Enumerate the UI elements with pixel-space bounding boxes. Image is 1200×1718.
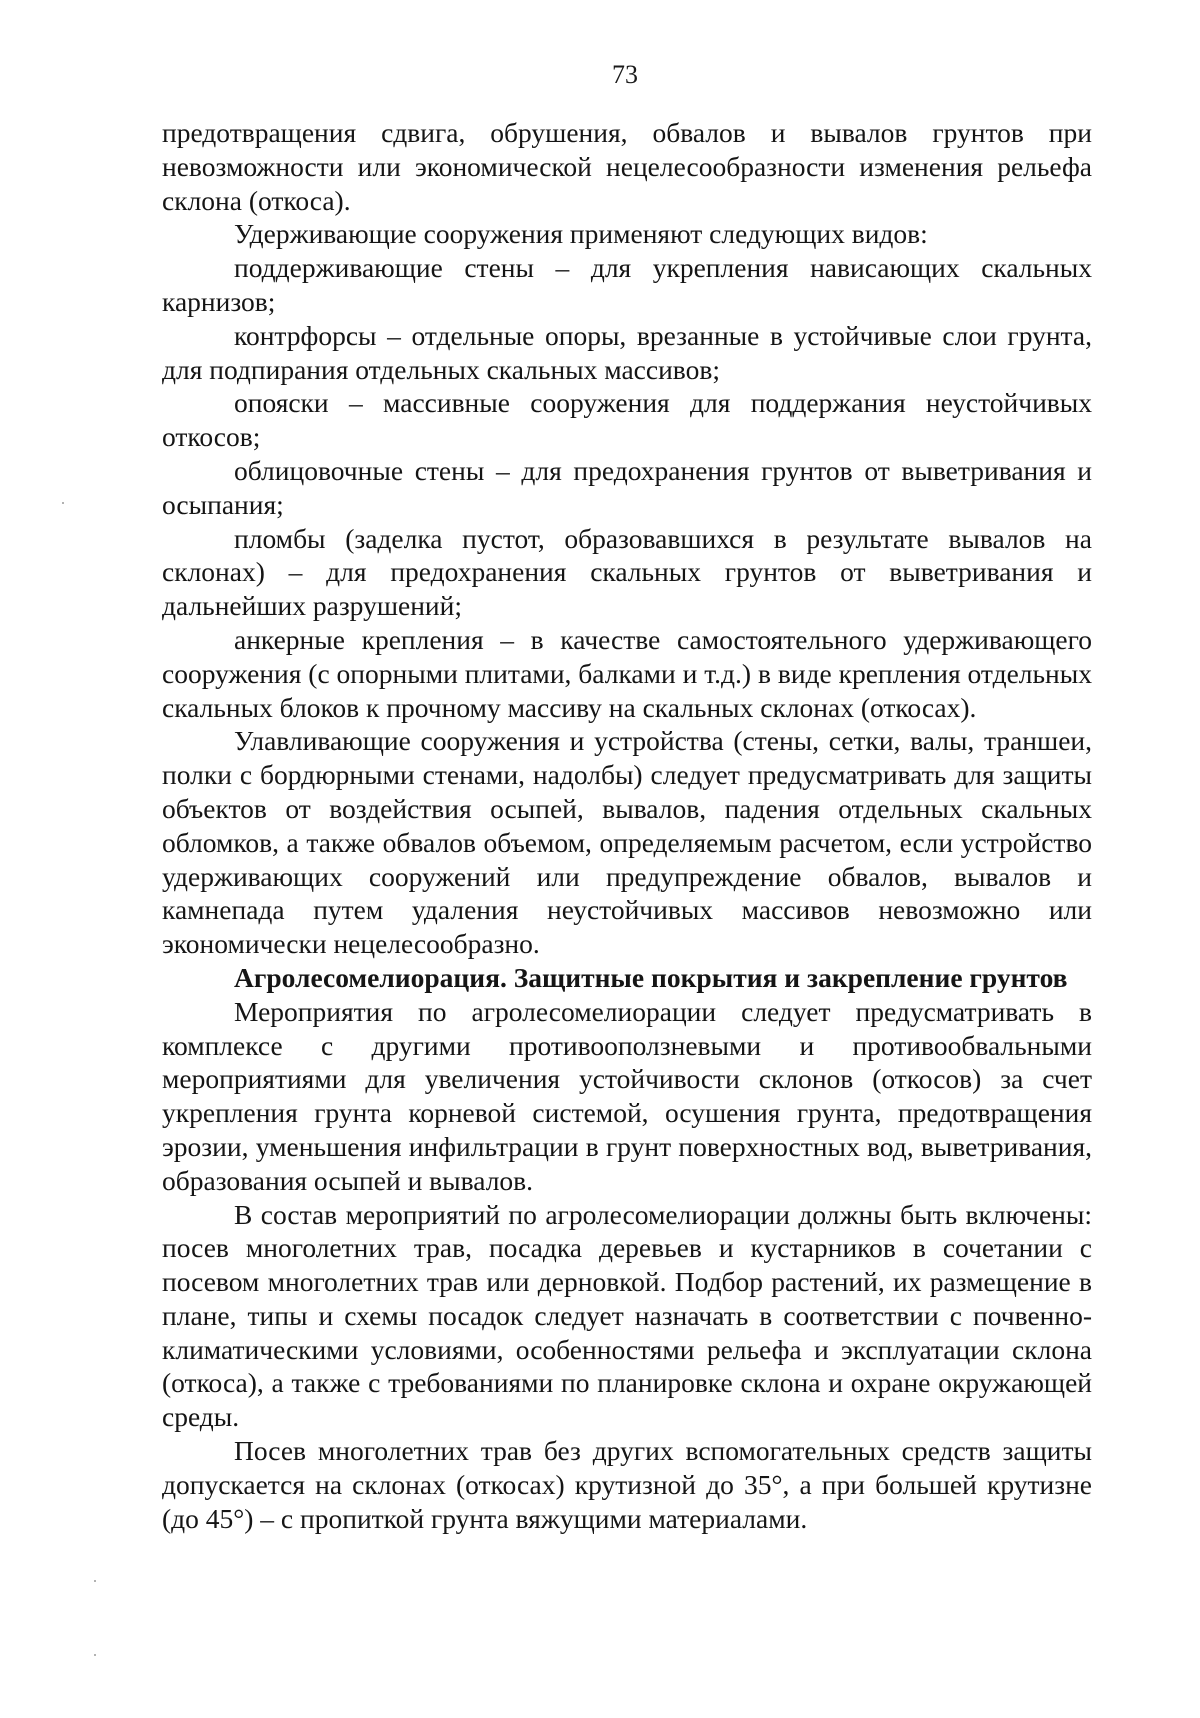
body-text — [162, 116, 1092, 1535]
list-item-facing-walls: облицовочные стены – для предохранения грунтов от выветривания и осыпания; — [162, 454, 1092, 520]
list-item-seals: пломбы (заделка пустот, образовавшихся в результате вывалов на склонах) – для предохранения скальных грунтов от выветривания и дальнейших разрушений; — [162, 522, 1092, 622]
paragraph-grass-sowing: Посев многолетних трав без других вспомогательных средств защиты допускается на склонах (откосах) крутизной до 35°, а при большей крутизне (до 45°) – с пропиткой грунта вяжущими материалами. — [162, 1435, 1092, 1534]
scan-speck — [94, 1580, 96, 1582]
paragraph-continuation: предотвращения сдвига, обрушения, обвалов и вывалов грунтов при невозможности или экономической нецелесообразности изменения рельефа склона (откоса). — [162, 117, 1092, 216]
paragraph-agro-composition: В состав мероприятий по агролесомелиорации должны быть включены: посев многолетних трав, посадка деревьев и кустарников в сочетании с посевом многолетних трав или дерновкой. Подбор растений, их размещение в плане, типы и схемы посадок следует назначать в соответствии с почвенно-климатическими условиями, особенностями рельефа и эксплуатации склона (откоса), а также с требованиями по планировке склона и охране окружающей среды. — [162, 1198, 1092, 1433]
scan-speck — [94, 1654, 96, 1656]
list-item-buttresses: контрфорсы – отдельные опоры, врезанные в устойчивые слои грунта, для подпирания отдельных скальных массивов; — [162, 319, 1092, 385]
scan-speck — [62, 502, 64, 504]
section-heading: Агролесомелиорация. Защитные покрытия и закрепление грунтов — [234, 961, 1068, 993]
list-item-anchors: анкерные крепления – в качестве самостоятельного удерживающего сооружения (с опорными плитами, балками и т.д.) в виде крепления отдельных скальных блоков к прочному массиву на скальных склонах (откосах). — [162, 623, 1092, 723]
paragraph-retaining-intro: Удерживающие сооружения применяют следующих видов: — [234, 218, 928, 250]
list-item-girdles: опояски – массивные сооружения для поддержания неустойчивых откосов; — [162, 387, 1092, 453]
page-number: 73 — [612, 60, 638, 89]
list-item-support-walls: поддерживающие стены – для укрепления нависающих скальных карнизов; — [162, 252, 1092, 317]
paragraph-catching-structures: Улавливающие сооружения и устройства (стены, сетки, валы, траншеи, полки с бордюрными стенами, надолбы) следует предусматривать для защиты объектов от воздействия осыпей, вывалов, падения отдельных скальных обломков, а также обвалов объемом, определяемым расчетом, если устройство удерживающих сооружений или предупреждение обвалов, вывалов и камнепада путем удаления неустойчивых массивов невозможно или экономически нецелесообразно. — [162, 725, 1092, 960]
paragraph-agro-measures: Мероприятия по агролесомелиорации следует предусматривать в комплексе с другими противооползневыми и противообвальными мероприятиями для увеличения устойчивости склонов (откосов) за счет укрепления грунта корневой системой, осушения грунта, предотвращения эрозии, уменьшения инфильтрации в грунт поверхностных вод, выветривания, образования осыпей и вывалов. — [162, 995, 1092, 1196]
